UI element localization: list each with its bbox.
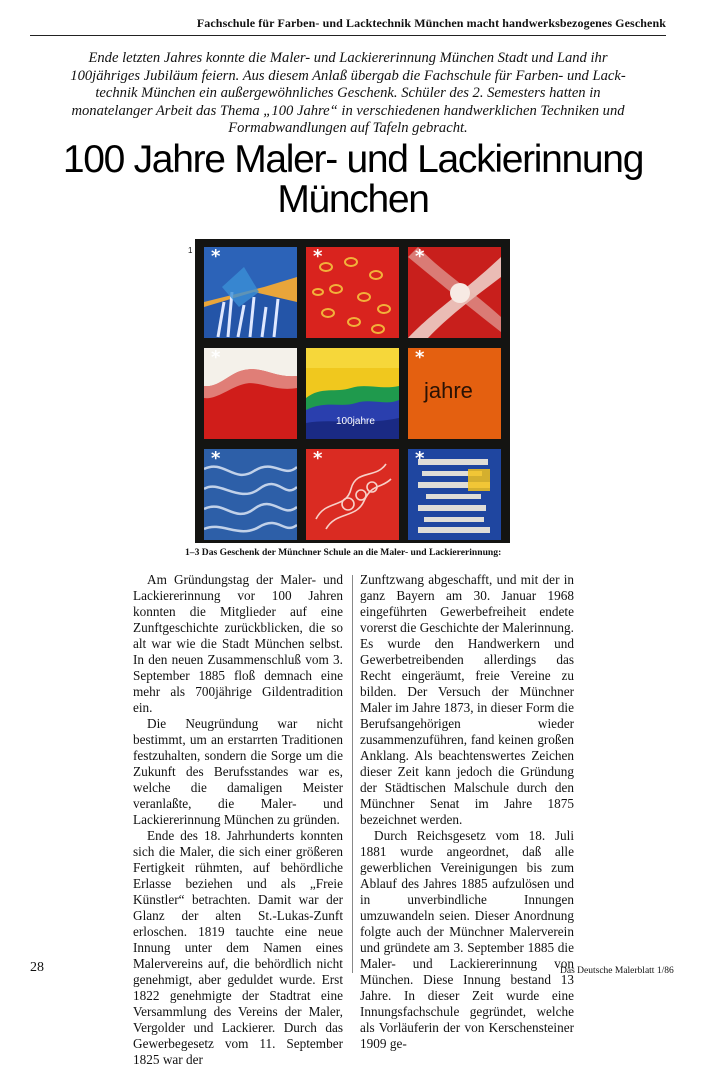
- artwork-photo: [195, 239, 510, 543]
- tile-star: *: [415, 449, 425, 469]
- artwork-tile: [408, 449, 501, 540]
- paragraph: Durch Reichsgesetz vom 18. Juli 1881 wurde angeordnet, daß alle gewerblichen Vereinigungen bis zum Ablauf des Jahres 1885 aufzulösen und in unverbindliche Innungen umzuwandeln seien. Dieser Anordnung folgte auch der Münchner Malerverein und gründete am 3. September 1885 die Maler- und Lackiererinnung von München. Diese Innung bestand 13 Jahre. In dieser Zeit wurde eine Innungsfachschule gegründet, welche als Vorläuferin der von Kerschensteiner 1909 ge-: [360, 828, 574, 1051]
- artwork-tile: [204, 348, 297, 439]
- column-divider: [352, 575, 353, 973]
- tile-star: *: [313, 247, 323, 267]
- tile-star: *: [415, 247, 425, 267]
- paragraph: Am Gründungstag der Maler- und Lackiererinnung vor 100 Jahren konnten die Mitglieder auf eine Zunftgeschichte zurückblicken, die so alt war wie die Stadt München selbst. In den neuen Zusammenschluß vom 3. September 1885 floß demnach eine mehr als 700jährige Gildentradition ein.: [133, 572, 343, 715]
- intro-line: Formabwandlungen auf Tafeln gebracht.: [228, 120, 468, 137]
- article-column-1: [133, 572, 343, 1068]
- figure-number: 1: [188, 246, 193, 255]
- title-line-2: München: [277, 178, 429, 221]
- intro-line: technik München ein außergewöhnliches Geschenk. Schüler des 2. Semesters hatten in: [95, 85, 601, 102]
- tile-star: *: [211, 348, 221, 368]
- article-column-2: [360, 572, 574, 1052]
- title-line-1: 100 Jahre Maler- und Lackierinnung: [62, 138, 644, 181]
- running-header: Fachschule für Farben- und Lacktechnik München macht handwerksbezogenes Geschenk: [30, 16, 666, 36]
- intro-line: monatelanger Arbeit das Thema „100 Jahre“ in verschiedenen handwerklichen Techniken und: [71, 102, 625, 119]
- intro-line: 100jähriges Jubiläum feiern. Aus diesem Anlaß übergab die Fachschule für Farben- und Lack-: [70, 67, 626, 84]
- page-number: 28: [30, 960, 44, 975]
- journal-footer: Das Deutsche Malerblatt 1/86: [560, 966, 674, 976]
- intro-paragraph: [30, 50, 666, 138]
- intro-line: Ende letzten Jahres konnte die Maler- und Lackiererinnung München Stadt und Land ihr: [88, 50, 608, 66]
- artwork-tile: [408, 247, 501, 338]
- article-title: [20, 140, 686, 220]
- tile-star: *: [211, 449, 221, 469]
- artwork-tile: [306, 449, 399, 540]
- paragraph: Zunftzwang abgeschafft, und mit der in ganz Bayern am 30. Januar 1968 eingeführten Gewerbefreiheit endete vorerst die Geschichte der Malerinnung. Es wurde den Handwerkern und Gewerbetreibenden allerdings das Recht eingeräumt, freie Vereine zu bilden. Der Versuch der Münchner Maler im Jahre 1873, in dieser Form die Berufsangehörigen wieder zusammenzuführen, fand keinen großen Anklang. Als beachtenswertes Zeichen dieser Zeit kann jedoch die Gründung der Städtischen Malschule durch den Münchner Senat im Jahre 1875 bezeichnet werden.: [360, 572, 574, 827]
- paragraph: Ende des 18. Jahrhunderts konnten sich die Maler, die sich einer größeren Fertigkeit rühmten, auf behördliche Erlasse beziehen und als „Freie Künstler“ betrachten. Damit war der Glanz der alten St.-Lukas-Zunft erloschen. 1819 tauchte eine neue Innung unter dem Namen eines Malervereins auf, die behördlich nicht genehmigt, aber geduldet wurde. Erst 1822 genehmigte der Stadtrat eine Versammlung des Vereins der Maler, Vergolder und Lackierer. Durch das Gewerbegesetz vom 11. September 1825 war der: [133, 828, 343, 1067]
- tile-lettering: 100jahre: [336, 416, 375, 427]
- tile-star: *: [313, 449, 323, 469]
- tile-star: *: [211, 247, 221, 267]
- tile-star: *: [415, 348, 425, 368]
- artwork-tile: [204, 449, 297, 540]
- artwork-tile: [204, 247, 297, 338]
- figure-caption: 1–3 Das Geschenk der Münchner Schule an die Maler- und Lackiererinnung:: [185, 547, 502, 558]
- tile-lettering: jahre: [424, 378, 473, 403]
- paragraph: Die Neugründung war nicht bestimmt, um an erstarrten Traditionen festzuhalten, sondern die Sorge um die Zukunft des Berufsstandes war es, welche die damaligen Meister veranlaßte, die Maler- und Lackiererinnung München zu gründen.: [133, 716, 343, 827]
- artwork-tile: [306, 348, 399, 439]
- artwork-tile: [306, 247, 399, 338]
- artwork-tile: [408, 348, 501, 439]
